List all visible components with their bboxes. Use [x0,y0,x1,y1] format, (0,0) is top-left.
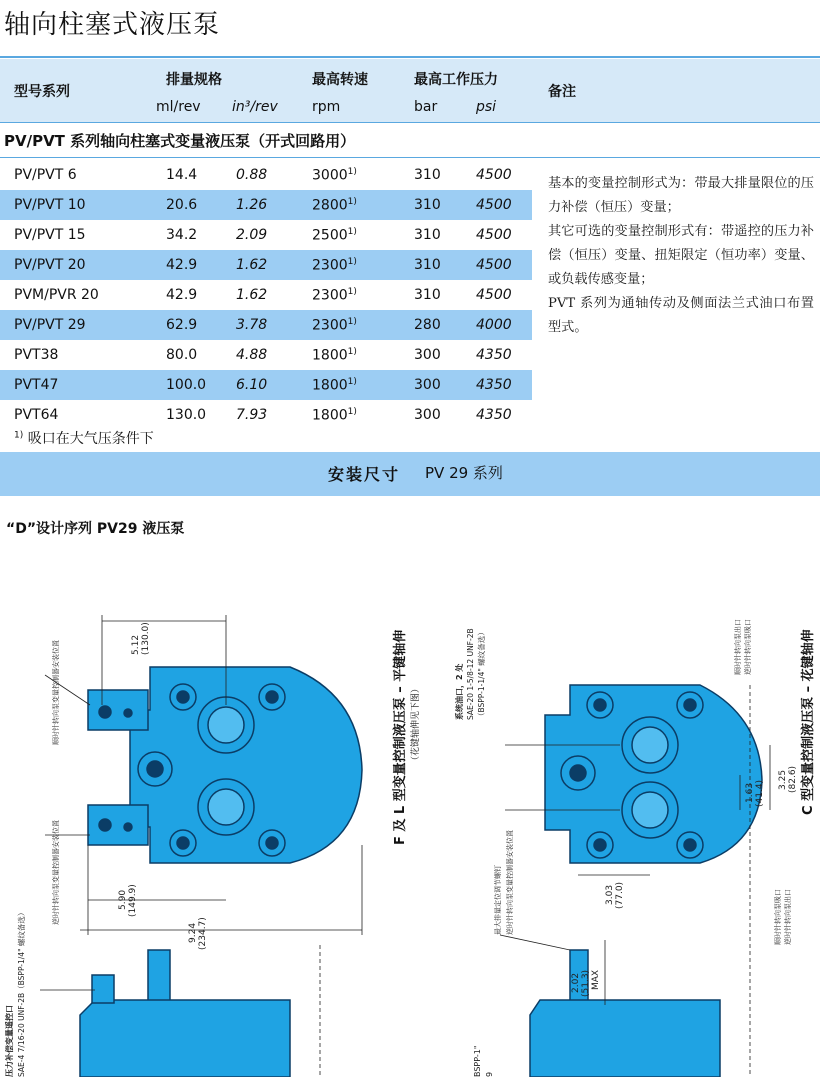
header-speed: 最高转速 [312,72,368,88]
cell-ml-value: 62.9 [166,317,198,333]
header-disp-unit-imperial: in³/rev [232,99,278,115]
dim-r-d-mm: (51.3) [581,969,591,997]
title-f-l-pump: F 及 L 型变量控制液压泵 – 平键轴伸 [393,629,408,845]
header-disp-unit-metric: ml/rev [156,99,201,115]
page-title: 轴向柱塞式液压泵 [4,10,221,40]
cell-ml [166,227,197,243]
cell-rpm-value: 2800 [312,197,348,214]
note-cw-out: 顺时针转向泵出口 [734,619,742,675]
remarks-notes [548,172,814,340]
cell-model [14,257,86,273]
cell-bar [414,197,441,213]
dim-r-a-mm: (82.6) [788,765,798,793]
dim-mid-mm: (149.9) [128,884,138,917]
cell-ml [166,407,206,423]
pump-drawing [0,545,820,1077]
cell-psi [476,407,512,423]
dim-r-b: 1.63 [745,782,755,803]
table-row [0,310,532,340]
cell-psi-value: 4500 [476,197,512,213]
cell-psi [476,377,512,393]
cell-rpm-value: 2300 [312,317,348,334]
footnote-text: 吸口在大气压条件下 [27,431,154,447]
note-remote-port: 压力补偿变量遥控口 [5,1005,14,1077]
cell-bar-value: 300 [414,377,441,393]
dim-top-mm: (130.0) [141,622,151,655]
dim-r-a: 3.25 [778,769,788,790]
section-title: PV/PVT 系列轴向柱塞式变量液压泵（开式回路用） [4,132,356,150]
cell-inch-value: 7.93 [236,407,268,423]
footnote [14,428,154,448]
header-pressure-unit-metric: bar [414,99,438,115]
left-pump-side-view [80,950,290,1077]
cell-inch-value: 4.88 [236,347,268,363]
cell-rpm [312,317,357,334]
table-header [0,59,820,123]
cell-psi-value: 4500 [476,257,512,273]
cell-model [14,227,86,243]
title-c-pump: C 型变量控制液压泵 – 花键轴伸 [801,629,816,815]
cell-ml-value: 34.2 [166,227,198,243]
cell-inch [236,227,267,243]
band-value: PV 29 系列 [425,464,503,482]
cell-psi-value: 4500 [476,287,512,303]
cell-model-value: PV/PVT 20 [14,257,86,273]
note-cw-ctrl: 顺时针转向泵变量控制器安装位置 [52,640,60,745]
cell-rpm [312,197,357,214]
drawing-subtitle: “D”设计序列 PV29 液压泵 [6,521,185,537]
cell-model [14,377,58,393]
cell-ml [166,197,197,213]
dim-top: 5.12 [131,634,141,655]
section-rule [0,157,820,158]
cell-rpm-value: 1800 [312,347,348,364]
note-max-disp: 最大排量定位调节螺钉 [494,865,502,935]
cell-rpm-value: 1800 [312,407,348,424]
cell-bar [414,257,441,273]
cell-inch [236,287,267,303]
cell-ml [166,167,197,183]
cell-inch [236,257,267,273]
cell-inch [236,347,267,363]
header-remarks: 备注 [548,84,576,100]
cell-bar-value: 310 [414,287,441,303]
cell-ml [166,377,206,393]
cell-psi [476,317,512,333]
cell-bar [414,167,441,183]
cell-model [14,407,58,423]
cell-rpm [312,227,357,244]
table-row [0,190,532,220]
right-pump-side-view [530,950,720,1077]
cell-model-value: PVM/PVR 20 [14,287,99,303]
left-pump-front-view [88,667,362,863]
cell-ml-value: 42.9 [166,287,198,303]
cell-model [14,167,77,183]
cell-bar-value: 310 [414,257,441,273]
cell-bar [414,227,441,243]
right-pump-front-view [545,685,762,863]
dim-r-b-mm: (41.4) [755,779,765,807]
cell-psi [476,167,512,183]
note-optional: 其它可选的变量控制形式有：带遥控的压力补偿（恒压）变量、扭矩限定（恒功率）变量、或负载传感变量； [548,224,814,287]
footnote-ref: 1) [347,317,357,327]
footnote-ref: 1) [347,197,357,207]
note-basic: 基本的变量控制形式为：带最大排量限位的压力补偿（恒压）变量； [548,176,814,215]
header-pressure: 最高工作压力 [414,72,498,88]
cell-rpm-value: 1800 [312,377,348,394]
cell-bar-value: 310 [414,227,441,243]
cell-rpm [312,407,357,424]
cell-bar [414,347,441,363]
cell-bar [414,287,441,303]
header-speed-unit: rpm [312,99,341,115]
cell-model-value: PV/PVT 6 [14,167,77,183]
mounting-band [0,452,820,496]
cell-inch-value: 1.26 [236,197,268,213]
dim-r-c: 3.03 [605,884,615,905]
cell-rpm [312,287,357,304]
title-f-l-sub: （花键轴伸见下图） [411,683,421,765]
cell-bar-value: 280 [414,317,441,333]
footnote-ref: 1) [347,227,357,237]
note-ccw-in: 逆时针转向泵吸口 [744,619,752,675]
cell-bar-value: 310 [414,197,441,213]
footnote-ref: 1) [347,407,357,417]
cell-inch-value: 1.62 [236,257,268,273]
note-bspp-fragment: BSPP-1" [473,1045,482,1077]
cell-bar-value: 300 [414,407,441,423]
cell-psi [476,287,512,303]
cell-ml [166,347,197,363]
cell-model-value: PV/PVT 10 [14,197,86,213]
note-ccw-out: 逆时针转向泵出口 [784,889,792,945]
footnote-ref: 1) [347,257,357,267]
header-rule [0,56,820,58]
cell-psi [476,347,512,363]
cell-psi-value: 4500 [476,167,512,183]
band-label: 安装尺寸 [328,465,401,484]
footnote-ref: 1) [347,287,357,297]
table-row [0,250,532,280]
cell-inch-value: 2.09 [236,227,268,243]
dim-r-c-mm: (77.0) [615,881,625,909]
cell-psi [476,257,512,273]
cell-rpm-value: 2300 [312,257,348,274]
cell-rpm [312,377,357,394]
cell-model-value: PV/PVT 29 [14,317,86,333]
cell-rpm [312,347,357,364]
table-row [0,400,532,430]
dim-total-mm: (234.7) [198,917,208,950]
cell-inch-value: 0.88 [236,167,268,183]
cell-psi [476,227,512,243]
table-row [0,280,532,310]
dim-total: 9.24 [188,922,198,943]
cell-bar [414,407,441,423]
cell-model-value: PV/PVT 15 [14,227,86,243]
header-model: 型号系列 [14,84,70,100]
table-row [0,220,532,250]
cell-inch [236,197,267,213]
cell-model-value: PVT38 [14,347,59,363]
cell-inch [236,167,267,183]
cell-ml-value: 130.0 [166,407,207,423]
cell-inch-value: 3.78 [236,317,268,333]
cell-bar [414,317,441,333]
cell-ml-value: 42.9 [166,257,198,273]
table-row [0,370,532,400]
cell-rpm [312,167,357,184]
note-ccw-ctrl-right: 逆时针转向泵变量控制器安装位置 [506,830,514,935]
dim-r-d-max: MAX [591,969,601,990]
note-cw-in: 顺时针转向泵吸口 [774,889,782,945]
dim-r-d: 2.02 [571,972,581,993]
cell-psi-value: 4000 [476,317,512,333]
note-bottom-fragment: 9 [485,1071,494,1077]
cell-bar-value: 310 [414,167,441,183]
cell-ml-value: 14.4 [166,167,198,183]
note-system-port: 系统油口，2 处 [455,663,464,720]
cell-psi-value: 4350 [476,377,512,393]
cell-psi-value: 4350 [476,347,512,363]
note-pvt: PVT 系列为通轴传动及侧面法兰式油口布置型式。 [548,296,814,335]
footnote-mark: 1) [14,430,24,441]
cell-model [14,197,86,213]
dim-mid: 5.90 [118,889,128,910]
cell-model-value: PVT47 [14,377,59,393]
table-row [0,160,532,190]
cell-ml [166,257,197,273]
footnote-ref: 1) [347,377,357,387]
cell-ml-value: 20.6 [166,197,198,213]
cell-inch [236,407,267,423]
cell-inch-value: 6.10 [236,377,268,393]
cell-ml-value: 100.0 [166,377,207,393]
cell-psi-value: 4500 [476,227,512,243]
cell-bar [414,377,441,393]
cell-inch-value: 1.62 [236,287,268,303]
cell-rpm-value: 3000 [312,167,348,184]
cell-psi [476,197,512,213]
header-displacement: 排量规格 [166,72,222,88]
cell-model [14,347,58,363]
note-ccw-ctrl: 逆时针转向泵变量控制器安装位置 [52,820,60,925]
cell-model-value: PVT64 [14,407,59,423]
cell-psi-value: 4350 [476,407,512,423]
cell-ml-value: 80.0 [166,347,198,363]
table-row [0,340,532,370]
cell-rpm [312,257,357,274]
cell-inch [236,317,267,333]
footnote-ref: 1) [347,347,357,357]
cell-rpm-value: 2500 [312,227,348,244]
footnote-ref: 1) [347,167,357,177]
cell-ml [166,317,197,333]
header-pressure-unit-imperial: psi [476,99,497,115]
cell-ml [166,287,197,303]
cell-rpm-value: 2300 [312,287,348,304]
cell-model [14,287,99,303]
cell-model [14,317,86,333]
note-system-port-spec: SAE-20 1-5/8-12 UNF-2B [466,628,475,720]
note-remote-port-spec: SAE-4 7/16-20 UNF-2B（BSPP-1/4" 螺纹备选） [17,908,26,1077]
cell-inch [236,377,267,393]
note-system-port-bspp: （BSPP-1-1/4" 螺纹备选） [477,628,486,720]
cell-bar-value: 300 [414,347,441,363]
